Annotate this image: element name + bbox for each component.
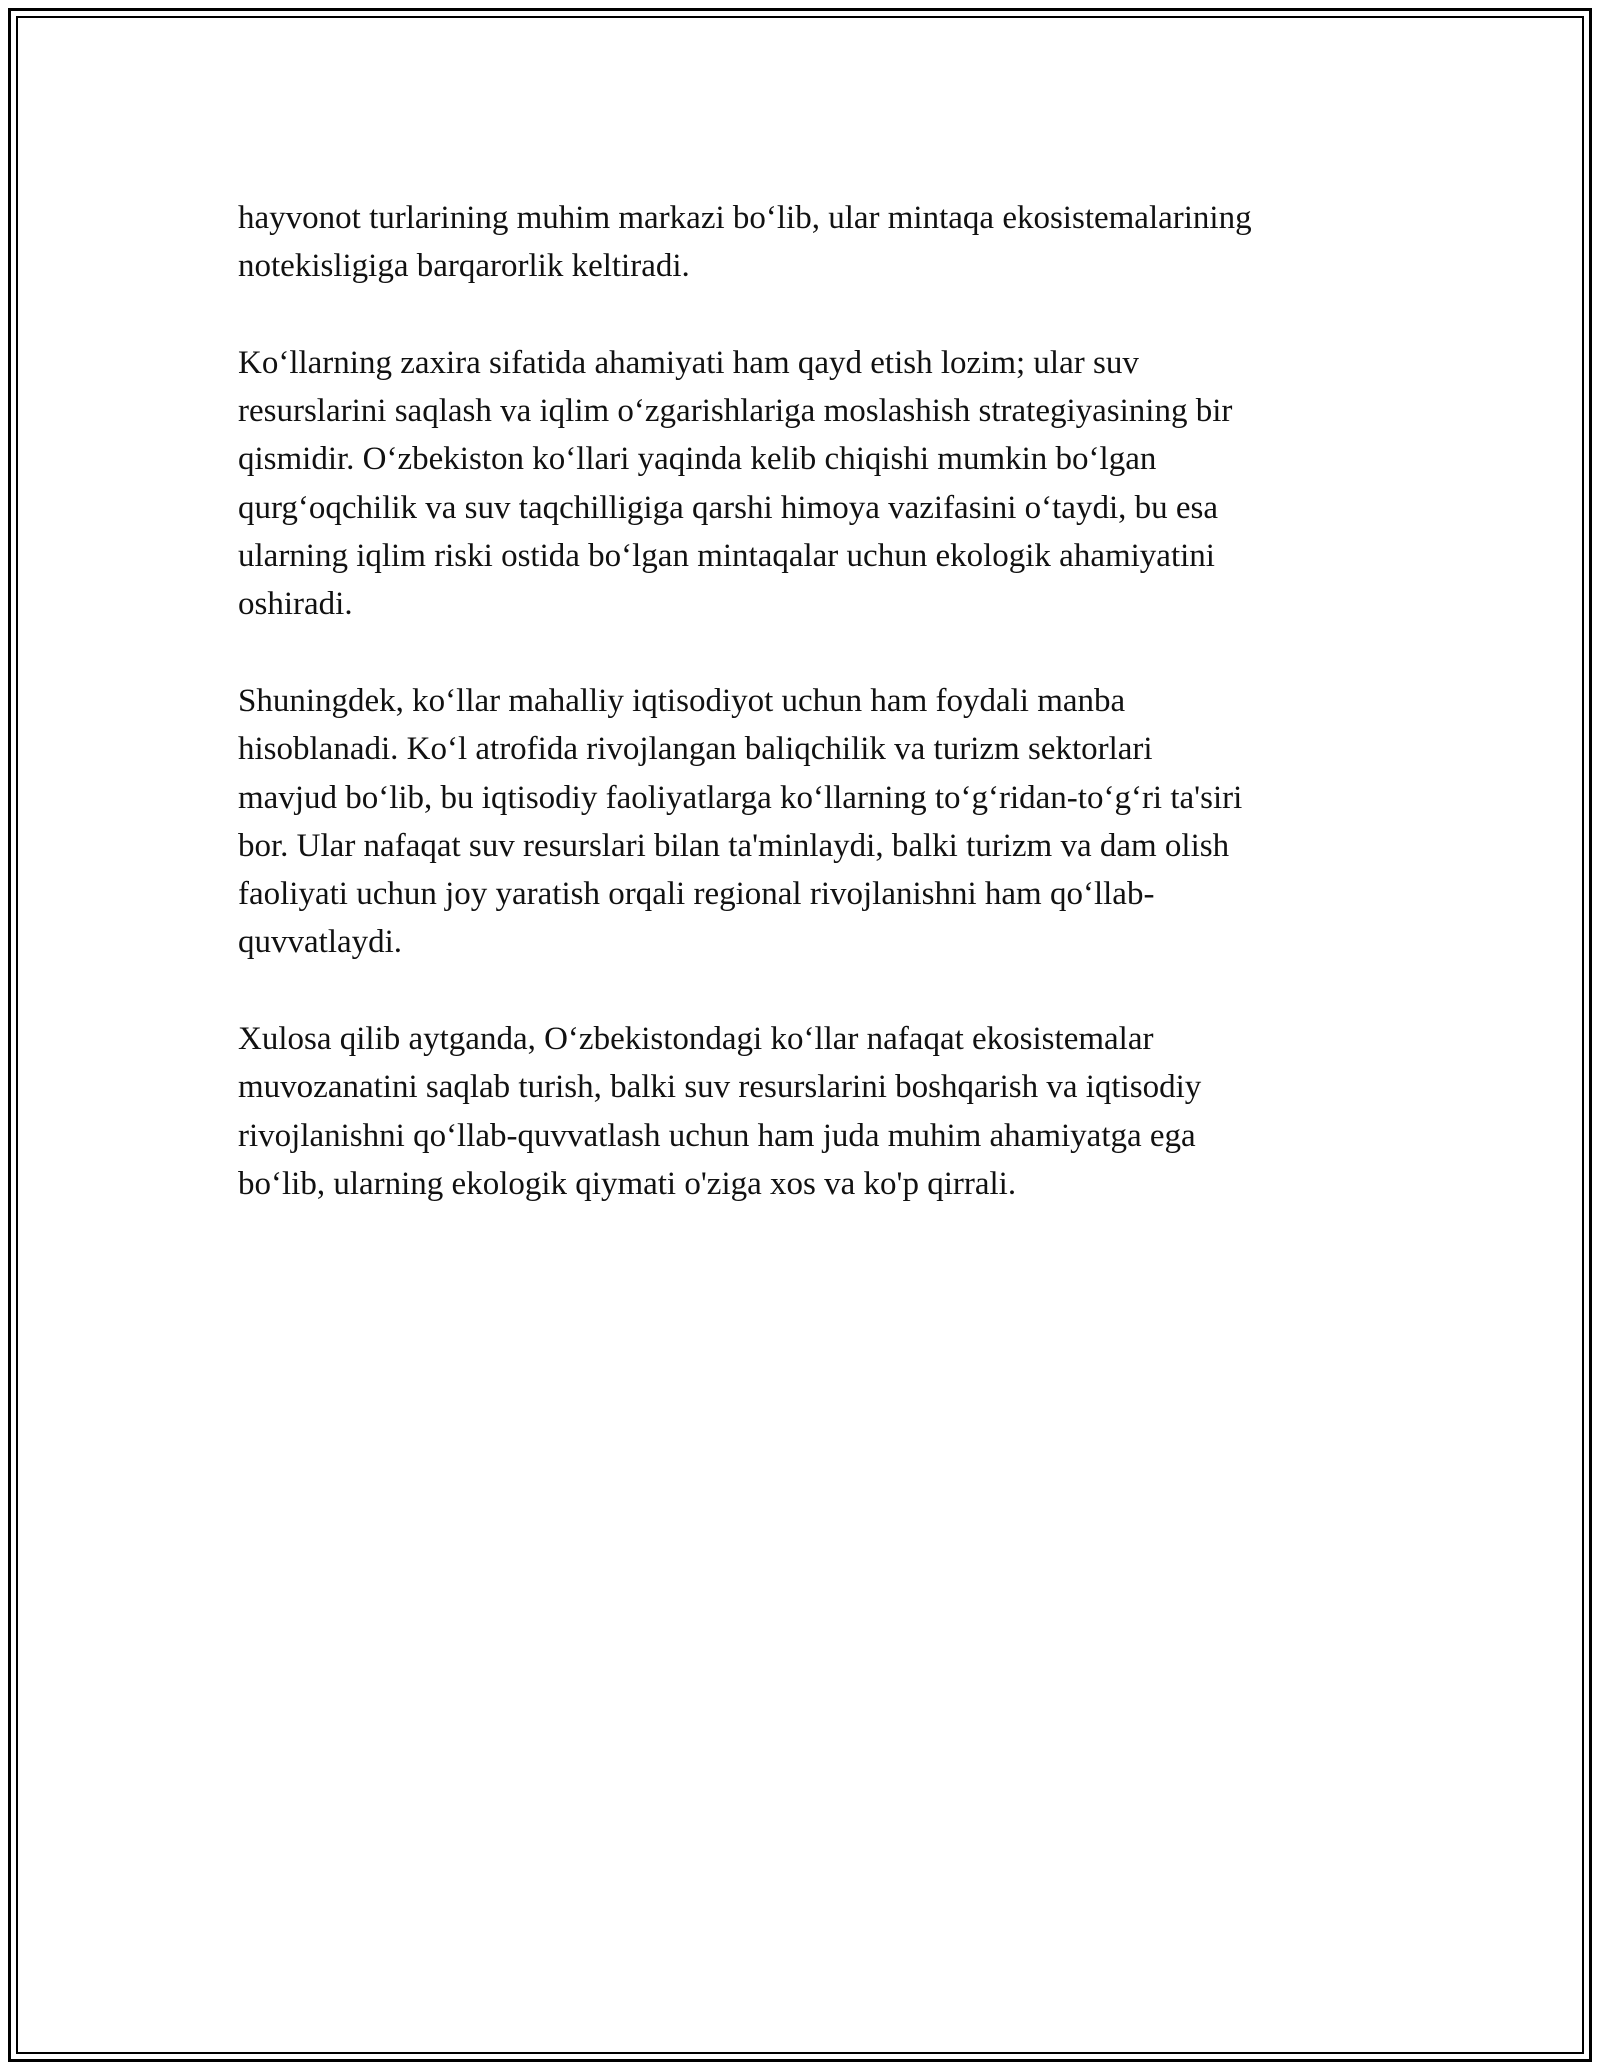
page-frame bbox=[8, 8, 1592, 2062]
paragraph-conclusion: Xulosa qilib aytganda, O‘zbekistondagi ko‘llar nafaqat ekosistemalar muvozanatini saqlab turish, balki suv resurslarini boshqarish va iqtisodiy rivojlanishni qo‘llab-quvvatlash uchun ham juda muhim ahamiyatga ega bo‘lib, ularning ekologik qiymati o'ziga xos va ko'p qirrali. bbox=[238, 1021, 1202, 1202]
paragraph-local-economy: Shuningdek, ko‘llar mahalliy iqtisodiyot uchun ham foydali manba hisoblanadi. Ko‘l atrofida rivojlangan baliqchilik va turizm sektorlari mavjud bo‘lib, bu iqtisodiy faoliyatlarga ko‘llarning to‘g‘ridan-to‘g‘ri ta'siri bor. Ular nafaqat suv resurslari bilan ta'minlaydi, balki turizm va dam olish faoliyati uchun joy yaratish orqali regional rivojlanishni ham qo‘llab- quvvatlaydi. bbox=[238, 682, 1243, 961]
document-body bbox=[238, 194, 1388, 1257]
paragraph-ecosystem-continuation: hayvonot turlarining muhim markazi bo‘lib, ular mintaqa ekosistemalarining notekisligiga barqarorlik keltiradi. bbox=[238, 200, 1252, 285]
paragraph-lakes-as-reserve: Ko‘llarning zaxira sifatida ahamiyati ham qayd etish lozim; ular suv resurslarini saqlash va iqlim o‘zgarishlariga moslashish strategiyasining bir qismidir. O‘zbekiston ko‘llari yaqinda kelib chiqishi mumkin bo‘lgan qurg‘oqchilik va suv taqchilligiga qarshi himoya vazifasini o‘taydi, bu esa ularning iqlim riski ostida bo‘lgan mintaqalar uchun ekologik ahamiyatini oshiradi. bbox=[238, 344, 1233, 623]
